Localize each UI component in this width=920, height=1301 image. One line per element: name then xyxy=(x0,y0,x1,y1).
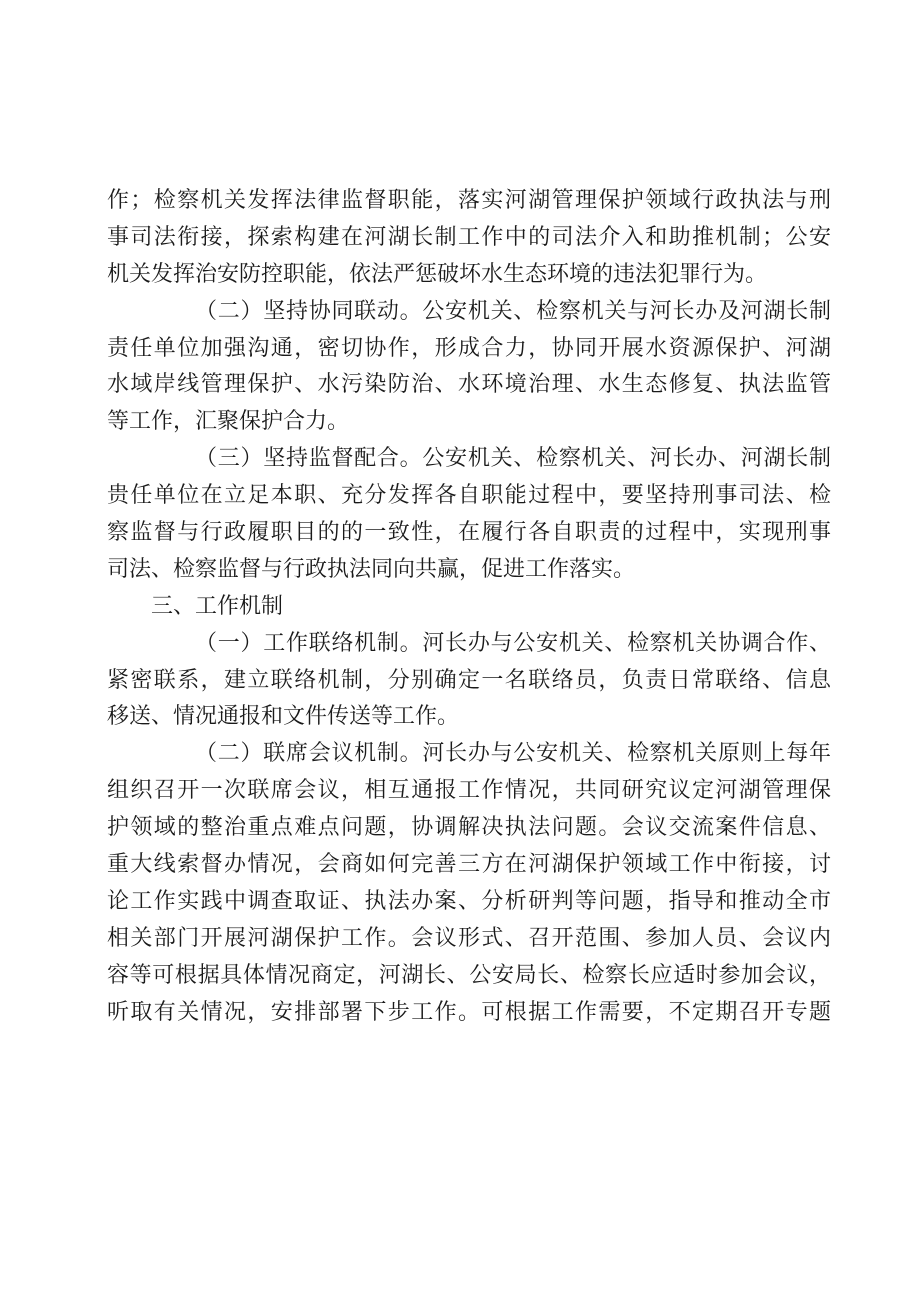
text-line: 作；检察机关发挥法律监督职能，落实河湖管理保护领域行政执法与刑 xyxy=(107,188,831,213)
text-line: 紧密联系，建立联络机制，分别确定一名联络员，负责日常联络、信息 xyxy=(107,667,831,693)
text-line: 重大线索督办情况，会商如何完善三方在河湖保护领域工作中衔接，讨 xyxy=(107,852,831,878)
text-line: 水域岸线管理保护、水污染防治、水环境治理、水生态修复、执法监管 xyxy=(107,372,831,398)
section-heading: 三、工作机制 xyxy=(151,593,284,619)
text-line: 论工作实践中调查取证、执法办案、分析研判等问题，指导和推动全市 xyxy=(107,888,831,914)
paragraph-first-line: （二）联席会议机制。河长办与公安机关、检察机关原则上每年 xyxy=(195,741,831,767)
paragraph-first-line: （二）坚持协同联动。公安机关、检察机关与河长办及河湖长制 xyxy=(195,298,831,324)
text-line: 机关发挥治安防控职能，依法严惩破坏水生态环境的违法犯罪行为。 xyxy=(107,261,768,287)
text-line: 护领域的整治重点难点问题，协调解决执法问题。会议交流案件信息、 xyxy=(107,815,831,841)
text-line: 相关部门开展河湖保护工作。会议形式、召开范围、参加人员、会议内 xyxy=(107,925,831,951)
paragraph-first-line: （一）工作联络机制。河长办与公安机关、检察机关协调合作、 xyxy=(195,630,831,656)
text-line: 等工作，汇聚保护合力。 xyxy=(107,409,350,435)
text-line: 组织召开一次联席会议，相互通报工作情况，共同研究议定河湖管理保 xyxy=(107,778,831,804)
document-body xyxy=(107,183,831,1031)
text-line: 移送、情况通报和文件传送等工作。 xyxy=(107,704,460,730)
text-line: 责任单位加强沟通，密切协作，形成合力，协同开展水资源保护、河湖 xyxy=(107,335,831,361)
text-line: 司法、检察监督与行政执法同向共赢，促进工作落实。 xyxy=(107,556,636,582)
text-line: 容等可根据具体情况商定，河湖长、公安局长、检察长应适时参加会议， xyxy=(107,962,831,988)
text-line: 事司法衔接，探索构建在河湖长制工作中的司法介入和助推机制；公安 xyxy=(107,224,831,250)
text-line: 贵任单位在立足本职、充分发挥各自职能过程中，要坚持刑事司法、检 xyxy=(107,483,831,509)
text-line: 察监督与行政履职目的的一致性，在履行各自职责的过程中，实现刑事 xyxy=(107,520,831,546)
paragraph-first-line: （三）坚持监督配合。公安机关、检察机关、河长办、河湖长制 xyxy=(195,446,831,472)
text-line: 听取有关情况，安排部署下步工作。可根据工作需要，不定期召开专题 xyxy=(107,999,831,1025)
